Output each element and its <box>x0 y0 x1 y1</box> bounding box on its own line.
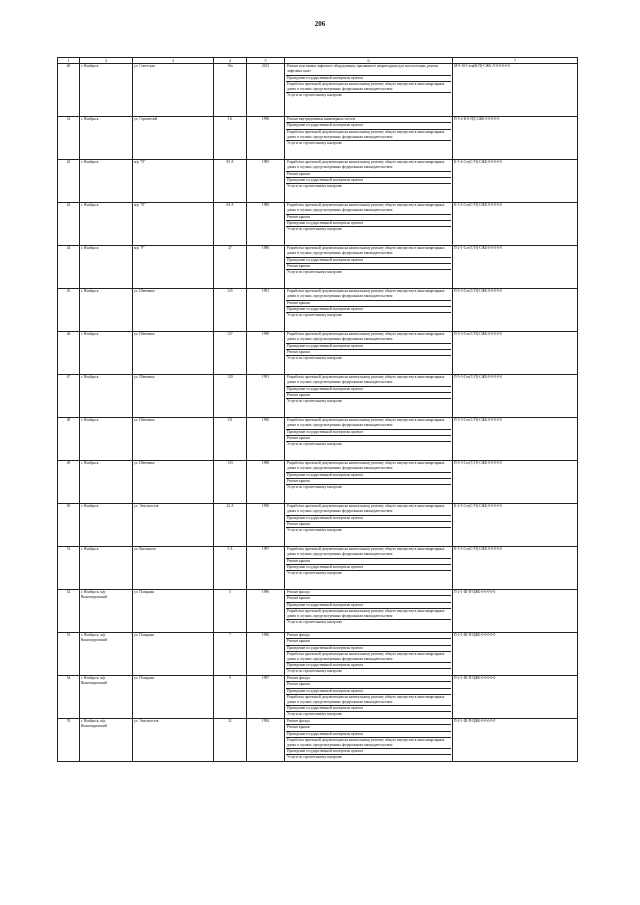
table-row <box>58 246 578 289</box>
work-item: Услуги по строительному контролю <box>287 485 343 490</box>
row-number: 51 <box>58 547 80 590</box>
row-house-number: 5 Б <box>214 117 247 160</box>
work-item: Ремонт крыши <box>286 172 451 178</box>
row-street: ул. Шевченко <box>133 332 214 375</box>
work-item: Ремонт фасада <box>286 633 451 639</box>
table-row <box>58 203 578 246</box>
work-item: Ремонт крыши <box>286 479 451 485</box>
row-number: 41 <box>58 117 80 160</box>
row-code: П-2-1-Сот(С-П)-СЖБ-0-0-0-0-0 <box>453 246 578 289</box>
row-house-number: 5 <box>214 590 247 633</box>
row-number: 50 <box>58 504 80 547</box>
work-item: Разработка проектной документации на капитальному ремонту общего имущества в многоквартирных домах в случаях, предусмотренных федеральным законодательством <box>286 652 451 663</box>
work-item: Разработка проектной документации на капитальному ремонту общего имущества в многоквартирных домах в случаях, предусмотренных федеральным законодательством <box>286 695 451 706</box>
work-item: Услуги по строительному контролю <box>287 184 343 189</box>
row-number: 49 <box>58 461 80 504</box>
work-item: Проведение государственной экспертизы проекта <box>286 732 451 738</box>
table-row <box>58 332 578 375</box>
work-item: Проведение государственной экспертизы проекта <box>286 749 451 755</box>
row-code: М-9-10-Стен(К-П)-СЖБ-Л-0-0-0-0-0 <box>453 64 578 117</box>
row-year: 1996 <box>247 633 285 676</box>
work-item: Проведение государственной экспертизы проекта <box>286 565 451 571</box>
row-house-number: 127 <box>214 332 247 375</box>
row-year: 1988 <box>247 246 285 289</box>
work-item: Ремонт крыши <box>286 215 451 221</box>
row-number: 53 <box>58 633 80 676</box>
row-works <box>285 719 453 762</box>
row-year: 1997 <box>247 676 285 719</box>
row-city: г. Ноябрьск <box>80 461 133 504</box>
row-works <box>285 676 453 719</box>
header-cell: 4 <box>214 58 247 64</box>
row-code: П-5-2-К-0-ПД-СЖБ-0-0-0-0-0 <box>453 117 578 160</box>
row-city: г. Ноябрьск, м/р Вынгапуровский <box>80 633 133 676</box>
row-year: 1990 <box>247 332 285 375</box>
row-number: 45 <box>58 289 80 332</box>
table-row <box>58 676 578 719</box>
header-cell: 5 <box>247 58 285 64</box>
row-year: 1994 <box>247 719 285 762</box>
work-item: Ремонт крыши <box>286 522 451 528</box>
work-item: Проведение государственной экспертизы проекта <box>286 603 451 609</box>
work-item: Ремонт фасада <box>286 676 451 682</box>
row-house-number: 5 А <box>214 547 247 590</box>
row-street: ул. Советская <box>133 64 214 117</box>
table-row <box>58 375 578 418</box>
row-code: П-2-1-Ш-П-ЦЖБ-0-0-0-0-0 <box>453 676 578 719</box>
row-works <box>285 117 453 160</box>
row-code: П-2-1-Ш-П-ЦЖБ-0-0-0-0-0 <box>453 590 578 633</box>
row-works <box>285 633 453 676</box>
row-city: г. Ноябрьск, м/р Вынгапуровский <box>80 676 133 719</box>
row-year: 1988 <box>247 461 285 504</box>
work-item: Услуги по строительному контролю <box>287 442 343 447</box>
row-number: 42 <box>58 160 80 203</box>
row-street: м/р "П" <box>133 203 214 246</box>
work-item: Разработка проектной документации на капитальному ремонту общего имущества в многоквартирных домах в случаях, предусмотренных федеральным законодательством <box>286 547 451 558</box>
row-number: 40 <box>58 64 80 117</box>
row-year: 1990 <box>247 418 285 461</box>
table-row <box>58 117 578 160</box>
work-item: Услуги по строительному контролю <box>287 620 343 625</box>
work-item: Ремонт крыши <box>286 559 451 565</box>
row-house-number: 125 <box>214 289 247 332</box>
row-number: 55 <box>58 719 80 762</box>
row-year: 1991 <box>247 289 285 332</box>
row-house-number: 10а <box>214 64 247 117</box>
row-works <box>285 332 453 375</box>
work-item: Услуги по строительному контролю <box>287 313 343 318</box>
row-number: 44 <box>58 246 80 289</box>
page-number: 206 <box>314 20 326 28</box>
work-item: Проведение государственной экспертизы проекта <box>286 307 451 313</box>
work-item: Проведение государственной экспертизы проекта <box>286 430 451 436</box>
row-street: ул. Полярная <box>133 676 214 719</box>
work-item: Разработка проектной документации на капитальному ремонту общего имущества в многоквартирных домах в случаях, предусмотренных федеральным законодательством <box>286 332 451 343</box>
row-street: м/р "Р" <box>133 246 214 289</box>
work-item: Разработка проектной документации на капитальному ремонту общего имущества в многоквартирных домах в случаях, предусмотренных федеральным законодательством <box>286 82 451 93</box>
row-works <box>285 504 453 547</box>
row-works <box>285 289 453 332</box>
work-item: Ремонт крыши <box>286 436 451 442</box>
work-item: Проведение государственной экспертизы проекта <box>286 663 451 669</box>
work-item: Ремонт фасада <box>286 719 451 725</box>
work-item: Ремонт крыши <box>286 301 451 307</box>
row-number: 46 <box>58 332 80 375</box>
work-item: Проведение государственной экспертизы проекта <box>286 221 451 227</box>
work-item: Услуги по строительному контролю <box>287 669 343 674</box>
row-works <box>285 375 453 418</box>
work-item: Услуги по строительному контролю <box>287 227 343 232</box>
table-row <box>58 160 578 203</box>
work-item: Ремонт крыши <box>286 264 451 270</box>
header-cell: 3 <box>133 58 214 64</box>
row-code: П-5-3-Сот(С-П)-СЖБ-0-0-0-0-0 <box>453 418 578 461</box>
row-street: ул. Шевченко <box>133 461 214 504</box>
row-number: 52 <box>58 590 80 633</box>
row-works <box>285 203 453 246</box>
row-year: 1990 <box>247 504 285 547</box>
row-street: ул. Полярная <box>133 590 214 633</box>
row-house-number: 22 А <box>214 504 247 547</box>
row-house-number: 133 <box>214 461 247 504</box>
row-code: П-5-3-Сот(С-П)-СЖБ-0-0-0-0-0 <box>453 289 578 332</box>
row-house-number: 9 <box>214 676 247 719</box>
row-number: 54 <box>58 676 80 719</box>
table-row <box>58 461 578 504</box>
work-item: Ремонт крыши <box>286 596 451 602</box>
work-item: Проведение государственной экспертизы проекта <box>286 473 451 479</box>
row-works <box>285 64 453 117</box>
row-house-number: 47 <box>214 246 247 289</box>
work-item: Проведение государственной экспертизы проекта <box>286 646 451 652</box>
work-item: Ремонт или замена лифтового оборудования, признанного непригодным для эксплуатации, ремонт лифтовых шахт <box>286 64 451 75</box>
work-item: Ремонт крыши <box>286 725 451 731</box>
row-house-number: 131 <box>214 418 247 461</box>
table-row <box>58 289 578 332</box>
header-cell: 6 <box>285 58 453 64</box>
row-year: 1996 <box>247 117 285 160</box>
work-item: Проведение государственной экспертизы проекта <box>286 706 451 712</box>
row-year: 1989 <box>247 203 285 246</box>
row-house-number: 83 А <box>214 160 247 203</box>
work-item: Ремонт крыши <box>286 393 451 399</box>
row-city: г. Ноябрьск <box>80 64 133 117</box>
work-item: Ремонт внутридомовых инженерных систем <box>286 117 451 123</box>
row-year: 1996 <box>247 590 285 633</box>
work-item: Проведение государственной экспертизы проекта <box>286 387 451 393</box>
row-house-number: 129 <box>214 375 247 418</box>
table-row <box>58 590 578 633</box>
table-row <box>58 633 578 676</box>
work-item: Услуги по строительному контролю <box>287 755 343 760</box>
work-item: Проведение государственной экспертизы проекта <box>286 344 451 350</box>
header-cell: 1 <box>58 58 80 64</box>
row-street: ул. Шевченко <box>133 289 214 332</box>
work-item: Услуги по строительному контролю <box>287 270 343 275</box>
row-works <box>285 547 453 590</box>
row-code: К-5-2-Сот(С-П)-СЖБ-0-0-0-0-0 <box>453 203 578 246</box>
row-city: г. Ноябрьск <box>80 246 133 289</box>
work-item: Услуги по строительному контролю <box>287 399 343 404</box>
row-city: г. Ноябрьск, м/р Вынгапуровский <box>80 719 133 762</box>
header-cell: 2 <box>80 58 133 64</box>
work-item: Разработка проектной документации на капитальному ремонту общего имущества в многоквартирных домах в случаях, предусмотренных федеральным законодательством <box>286 504 451 515</box>
table-row <box>58 64 578 117</box>
work-item: Ремонт фасада <box>286 590 451 596</box>
work-item: Проведение государственной экспертизы проекта <box>286 516 451 522</box>
row-year: 1997 <box>247 547 285 590</box>
row-number: 47 <box>58 375 80 418</box>
work-item: Услуги по строительному контролю <box>287 528 343 533</box>
row-street: ул. Энтузиастов <box>133 504 214 547</box>
work-item: Разработка проектной документации на капитальному ремонту общего имущества в многоквартирных домах в случаях, предусмотренных федеральным законодательством <box>286 375 451 386</box>
work-item: Проведение государственной экспертизы проекта <box>286 123 451 129</box>
row-year: 2013 <box>247 64 285 117</box>
row-works <box>285 160 453 203</box>
row-code: П-5-3-Сот(С-П)-СЖБ-0-0-0-0-0 <box>453 375 578 418</box>
work-item: Разработка проектной документации на капитальному ремонту общего имущества в многоквартирных домах в случаях, предусмотренных федеральным законодательством <box>286 418 451 429</box>
work-item: Ремонт крыши <box>286 639 451 645</box>
row-street: ул. Шевченко <box>133 418 214 461</box>
work-item: Услуги по строительному контролю <box>287 712 343 717</box>
work-item: Разработка проектной документации на капитальному ремонту общего имущества в многоквартирных домах в случаях, предусмотренных федеральным законодательством <box>286 160 451 171</box>
row-year: 1985 <box>247 160 285 203</box>
work-item: Услуги по строительному контролю <box>287 356 343 361</box>
row-code: П-2-1-Ш-П-ЦЖБ-0-0-0-0-0 <box>453 719 578 762</box>
row-number: 43 <box>58 203 80 246</box>
work-item: Разработка проектной документации на капитальному ремонту общего имущества в многоквартирных домах в случаях, предусмотренных федеральным законодательством <box>286 289 451 300</box>
row-street: м/р "П" <box>133 160 214 203</box>
row-street: ул. Энтузиастов <box>133 719 214 762</box>
table-row <box>58 418 578 461</box>
row-house-number: 21 <box>214 719 247 762</box>
row-street: ул. Шевченко <box>133 375 214 418</box>
row-house-number: 84 А <box>214 203 247 246</box>
table-row <box>58 547 578 590</box>
work-item: Услуги по строительному контролю <box>287 571 343 576</box>
row-city: г. Ноябрьск <box>80 289 133 332</box>
row-code: П-5-3-Сот(С-П)-СЖБ-0-0-0-0-0 <box>453 461 578 504</box>
work-item: Разработка проектной документации на капитальному ремонту общего имущества в многоквартирных домах в случаях, предусмотренных федеральным законодательством <box>286 246 451 257</box>
row-number: 48 <box>58 418 80 461</box>
table-row <box>58 719 578 762</box>
row-street: ул. Строителей <box>133 117 214 160</box>
row-city: г. Ноябрьск <box>80 547 133 590</box>
row-city: г. Ноябрьск <box>80 160 133 203</box>
row-works <box>285 461 453 504</box>
work-item: Разработка проектной документации на капитальному ремонту общего имущества в многоквартирных домах в случаях, предусмотренных федеральным законодательством <box>286 130 451 141</box>
row-works <box>285 590 453 633</box>
row-works <box>285 246 453 289</box>
row-year: 1991 <box>247 375 285 418</box>
row-street: ул. Высоцкого <box>133 547 214 590</box>
work-item: Услуги по строительному контролю <box>287 141 343 146</box>
registry-table <box>57 57 578 762</box>
work-item: Проведение государственной экспертизы проекта <box>286 689 451 695</box>
row-city: г. Ноябрьск <box>80 332 133 375</box>
work-item: Разработка проектной документации на капитальному ремонту общего имущества в многоквартирных домах в случаях, предусмотренных федеральным законодательством <box>286 461 451 472</box>
work-item: Услуги по строительному контролю <box>287 93 343 98</box>
row-works <box>285 418 453 461</box>
row-city: г. Ноябрьск, м/р Вынгапуровский <box>80 590 133 633</box>
registry-body <box>58 64 578 762</box>
work-item: Ремонт крыши <box>286 682 451 688</box>
work-item: Ремонт крыши <box>286 350 451 356</box>
row-city: г. Ноябрьск <box>80 117 133 160</box>
work-item: Проведение государственной экспертизы проекта <box>286 178 451 184</box>
table-row <box>58 504 578 547</box>
row-code: П-5-3-Сот(С-П)-СЖБ-0-0-0-0-0 <box>453 332 578 375</box>
work-item: Проведение государственной экспертизы проекта <box>286 76 451 82</box>
row-city: г. Ноябрьск <box>80 375 133 418</box>
row-code: К-2-5-Сот(С-П)-СЖБ-0-0-0-0-0 <box>453 504 578 547</box>
work-item: Проведение государственной экспертизы проекта <box>286 258 451 264</box>
row-house-number: 7 <box>214 633 247 676</box>
row-city: г. Ноябрьск <box>80 418 133 461</box>
row-code: К-5-3-Сот(С-П)-СЖБ-0-0-0-0-0 <box>453 547 578 590</box>
work-item: Разработка проектной документации на капитальному ремонту общего имущества в многоквартирных домах в случаях, предусмотренных федеральным законодательством <box>286 203 451 214</box>
row-city: г. Ноябрьск <box>80 504 133 547</box>
work-item: Разработка проектной документации на капитальному ремонту общего имущества в многоквартирных домах в случаях, предусмотренных федеральным законодательством <box>286 738 451 749</box>
row-code: К-5-4-Сот(С-П)-СЖБ-0-0-0-0-0 <box>453 160 578 203</box>
row-city: г. Ноябрьск <box>80 203 133 246</box>
header-cell: 7 <box>453 58 578 64</box>
work-item: Разработка проектной документации на капитальному ремонту общего имущества в многоквартирных домах в случаях, предусмотренных федеральным законодательством <box>286 609 451 620</box>
row-street: ул. Полярная <box>133 633 214 676</box>
row-code: П-2-1-Ш-П-ЦЖБ-0-0-0-0-0 <box>453 633 578 676</box>
